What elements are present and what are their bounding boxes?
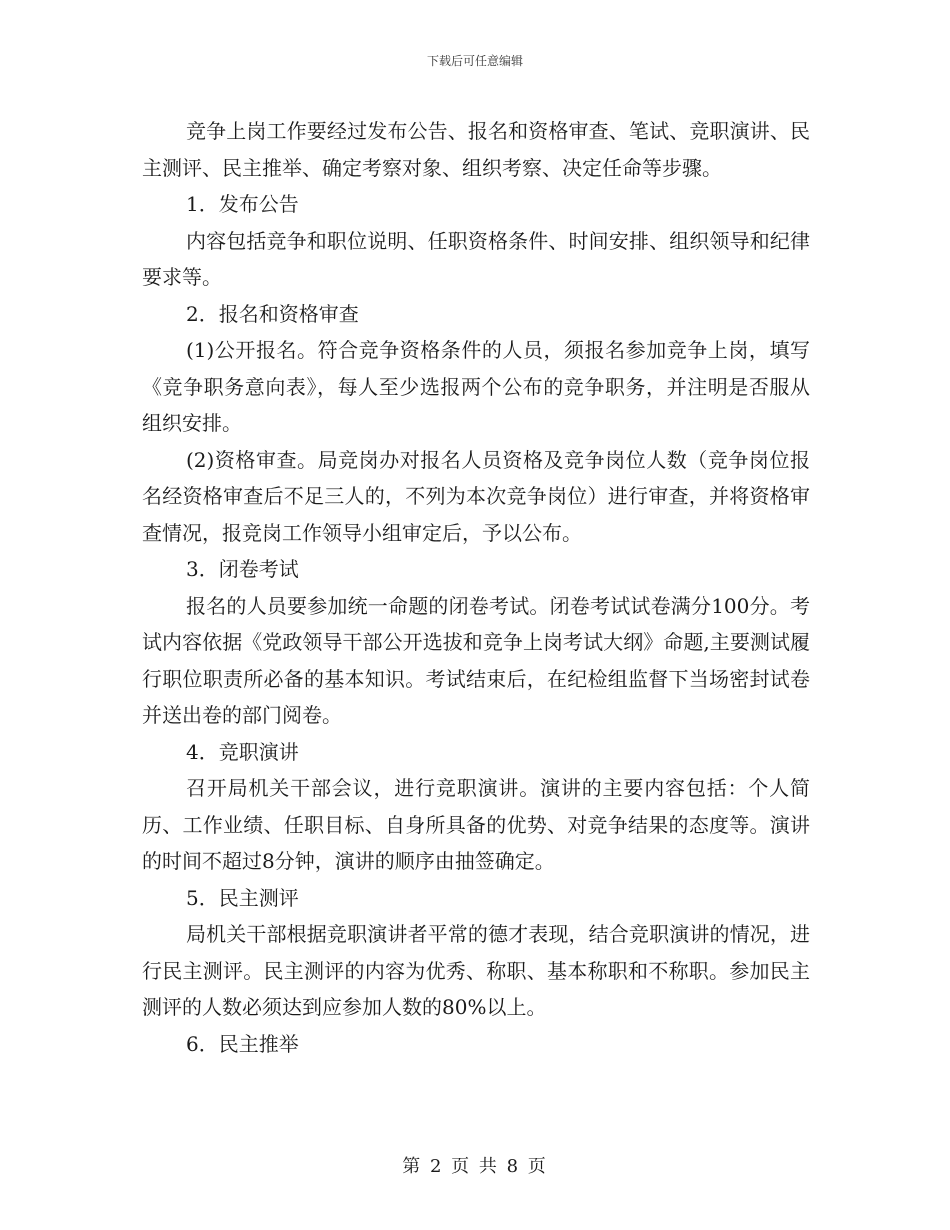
page-header: 下载后可任意编辑 <box>426 54 523 68</box>
body-paragraph: 内容包括竞争和职位说明、任职资格条件、时间安排、组织领导和纪律要求等。 <box>142 228 810 289</box>
body-paragraph: 竞争上岗工作要经过发布公告、报名和资格审查、笔试、竞职演讲、民主测评、民主推举、确定考察对象、组织考察、决定任命等步骤。 <box>142 119 810 180</box>
body-paragraph: (1)公开报名。符合竞争资格条件的人员，须报名参加竞争上岗，填写《竞争职务意向表》，每人至少选报两个公布的竞争职务，并注明是否服从组织安排。 <box>142 338 810 435</box>
body-paragraph: (2)资格审查。局竞岗办对报名人员资格及竞争岗位人数（竞争岗位报名经资格审查后不足三人的，不列为本次竞争岗位）进行审查，并将资格审查情况，报竞岗工作领导小组审定后，予以公布。 <box>142 447 810 545</box>
body-paragraph: 召开局机关干部会议，进行竞职演讲。演讲的主要内容包括：个人简历、工作业绩、任职目标、自身所具备的优势、对竞争结果的态度等。演讲的时间不超过8分钟，演讲的顺序由抽签确定。 <box>142 776 810 873</box>
section-heading: 5．民主测评 <box>186 885 299 910</box>
body-paragraph: 局机关干部根据竞职演讲者平常的德才表现，结合竞职演讲的情况，进行民主测评。民主测评的内容为优秀、称职、基本称职和不称职。参加民主测评的人数必须达到应参加人数的80%以上。 <box>142 922 810 1019</box>
body-paragraph: 报名的人员要参加统一命题的闭卷考试。闭卷考试试卷满分100分。考试内容依据《党政领导干部公开选拔和竞争上岗考试大纲》命题,主要测试履行职位职责所必备的基本知识。考试结束后，在纪检组监督下当场密封试卷并送出卷的部门阅卷。 <box>142 593 810 727</box>
section-heading: 1．发布公告 <box>186 192 299 216</box>
section-heading: 4．竞职演讲 <box>186 739 299 764</box>
section-heading: 6．民主推举 <box>186 1031 299 1056</box>
page-number-footer: 第 2 页 共 8 页 <box>402 1156 548 1177</box>
section-heading: 2．报名和资格审查 <box>186 301 359 326</box>
document-body <box>142 113 810 1062</box>
section-heading: 3．闭卷考试 <box>186 557 299 581</box>
